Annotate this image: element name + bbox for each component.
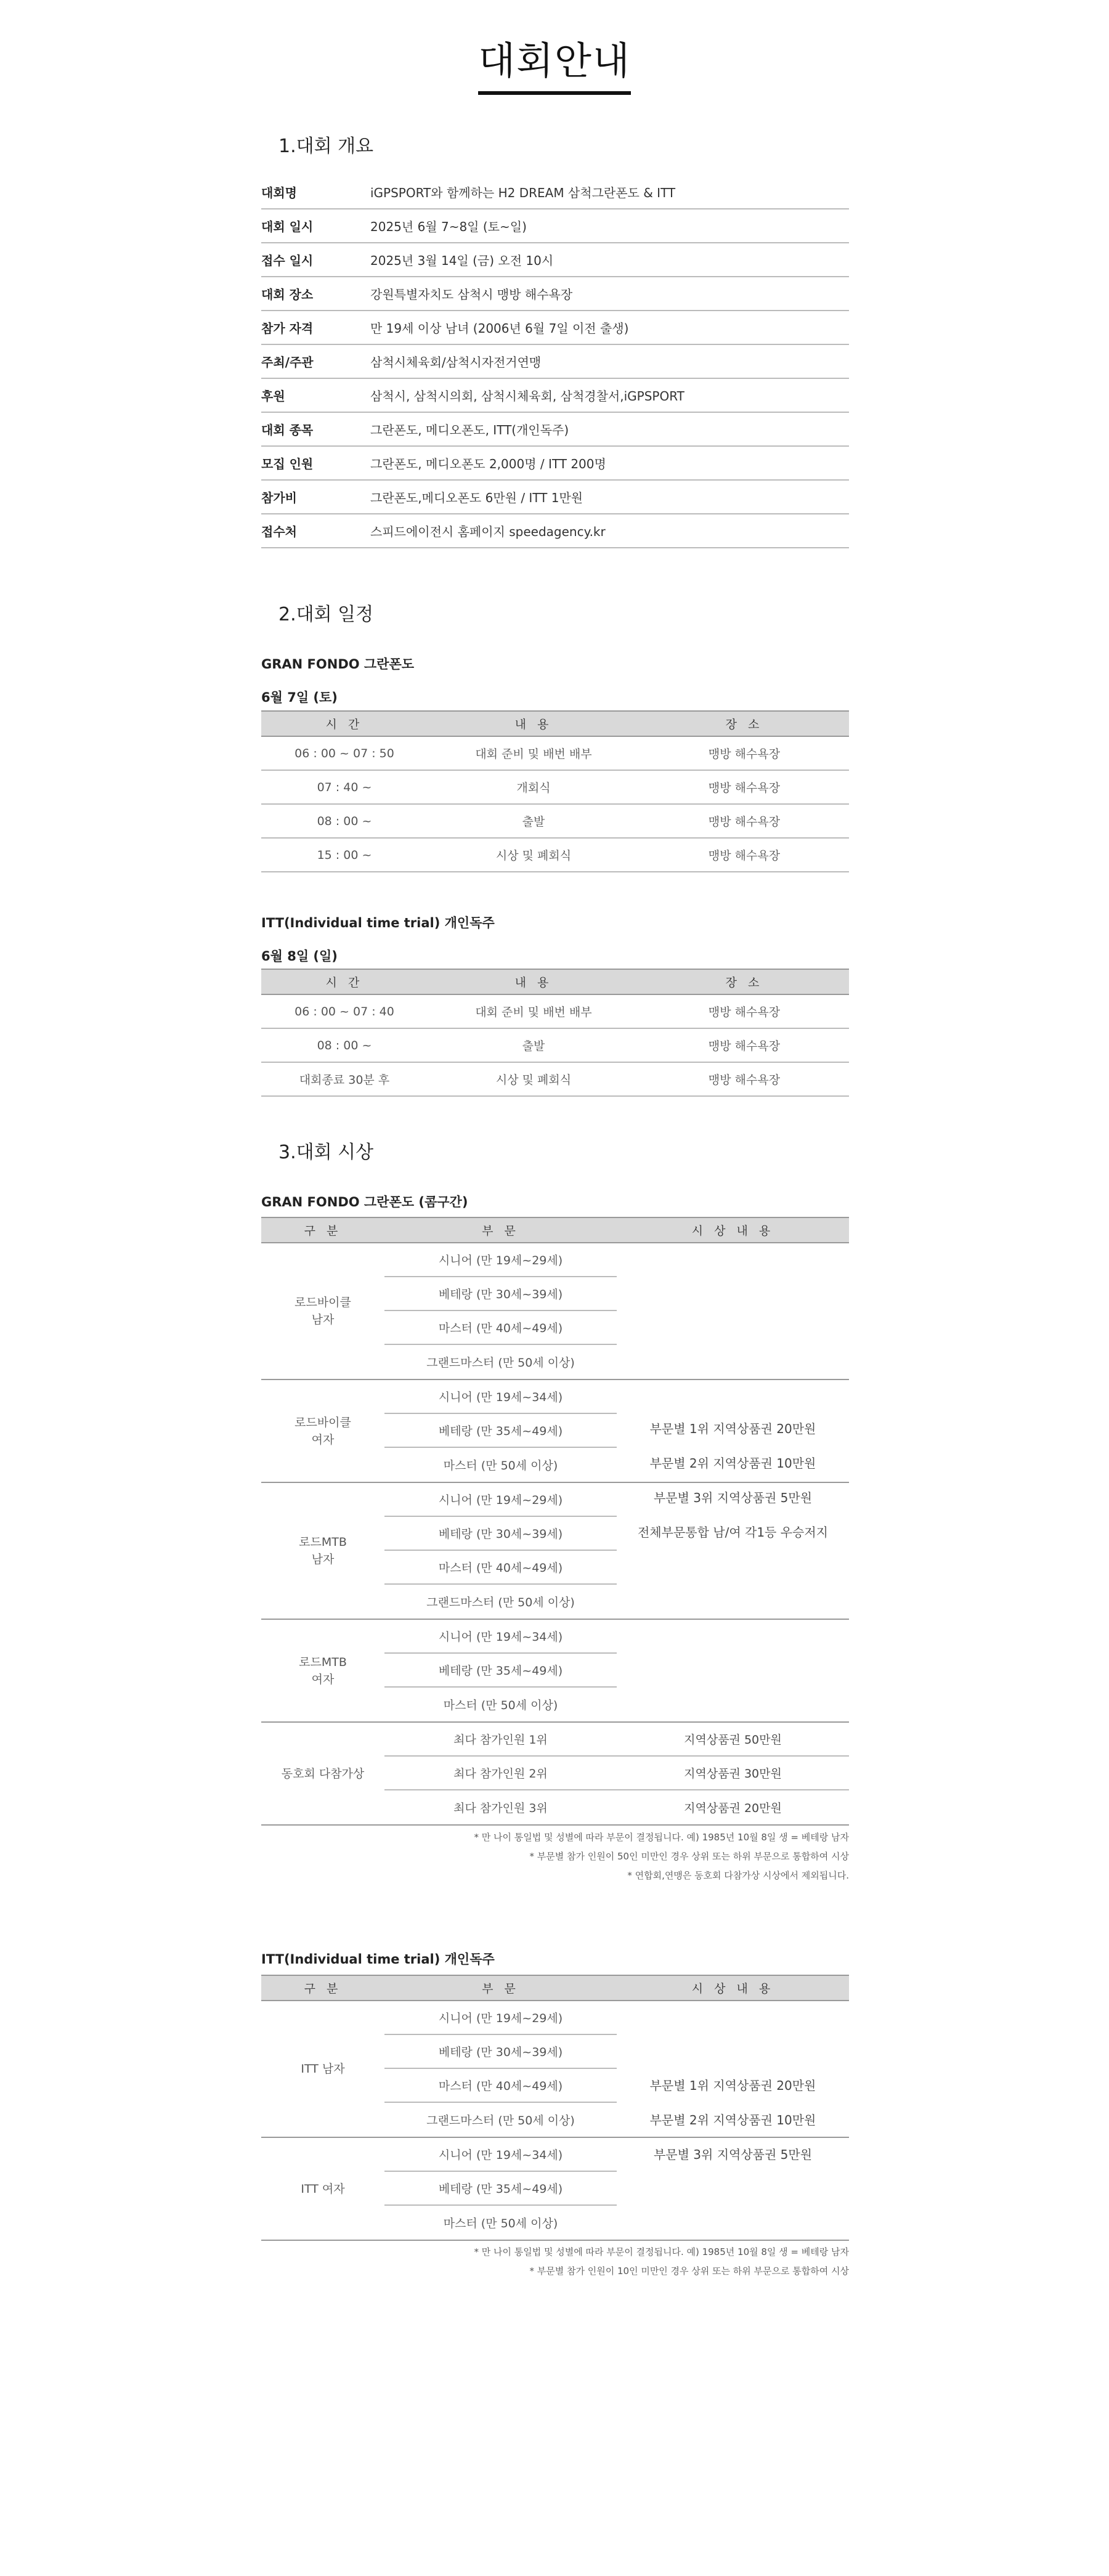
overview-row bbox=[261, 277, 849, 311]
itt-schedule-title: ITT(Individual time trial) 개인독주 bbox=[261, 916, 495, 930]
granfondo-schedule-title: GRAN FONDO 그란폰도 bbox=[261, 657, 415, 672]
page-title: 대회안내 bbox=[478, 36, 631, 95]
table-cell: 대회 준비 및 배번 배부 bbox=[475, 1006, 592, 1019]
table-cell: 맹방 해수욕장 bbox=[708, 849, 781, 863]
header-cell: 부 문 bbox=[482, 1982, 519, 1996]
overview-label: 후원 bbox=[261, 389, 285, 404]
table-row bbox=[261, 805, 849, 839]
overview-label: 접수 일시 bbox=[261, 253, 314, 268]
itt-schedule-table bbox=[261, 969, 849, 1097]
overview-label: 대회 장소 bbox=[261, 287, 314, 302]
club-row bbox=[384, 1723, 849, 1757]
table-row bbox=[261, 1029, 849, 1063]
division-row: 마스터 (만 50세 이상) bbox=[443, 2217, 558, 2230]
overview-row bbox=[261, 379, 849, 413]
awards-body bbox=[261, 1243, 849, 1826]
overview-row bbox=[261, 176, 849, 209]
overview-label: 대회명 bbox=[261, 185, 297, 200]
prize-list bbox=[617, 1243, 849, 1718]
table-cell: 맹방 해수욕장 bbox=[708, 747, 781, 761]
table-cell: 06 : 00 ~ 07 : 40 bbox=[295, 1004, 394, 1018]
itt-schedule-date: 6월 8일 (일) bbox=[261, 949, 338, 964]
overview-label: 참가 자격 bbox=[261, 321, 314, 336]
overview-value: 2025년 6월 7~8일 (토~일) bbox=[370, 219, 527, 234]
table-cell: 대회종료 30분 후 bbox=[299, 1073, 390, 1087]
table-row bbox=[261, 771, 849, 805]
division-row: 베테랑 (만 35세~49세) bbox=[384, 1654, 617, 1688]
table-cell: 06 : 00 ~ 07 : 50 bbox=[295, 746, 394, 760]
prize-item: 전체부문통합 남/여 각1등 우승저지 bbox=[637, 1525, 828, 1540]
division-row: 마스터 (만 40세~49세) bbox=[384, 2069, 617, 2103]
table-header bbox=[261, 1217, 849, 1243]
overview-row bbox=[261, 413, 849, 447]
overview-value: 2025년 3월 14일 (금) 오전 10시 bbox=[370, 253, 554, 268]
note-line: * 만 나이 통일법 및 성별에 따라 부문이 결정됩니다. 예) 1985년 10월 8일 생 = 베테랑 남자 bbox=[474, 2246, 849, 2257]
granfondo-awards-title: GRAN FONDO 그란폰도 (콤구간) bbox=[261, 1195, 468, 1209]
division-row: 시니어 (만 19세~34세) bbox=[384, 1380, 617, 1414]
prize-item: 부문별 2위 지역상품권 10만원 bbox=[649, 2112, 816, 2127]
prize-item: 부문별 3위 지역상품권 5만원 bbox=[653, 2147, 813, 2162]
division-row: 베테랑 (만 30세~39세) bbox=[384, 2035, 617, 2069]
club-prize: 지역상품권 30만원 bbox=[684, 1767, 782, 1781]
table-cell: 시상 및 폐회식 bbox=[495, 849, 572, 863]
division-row: 베테랑 (만 30세~39세) bbox=[384, 1517, 617, 1551]
club-division: 최다 참가인원 2위 bbox=[453, 1767, 548, 1781]
group-label: ITT 남자 bbox=[301, 2062, 345, 2076]
overview-value: 그란폰도,메디오폰도 6만원 / ITT 1만원 bbox=[370, 490, 583, 505]
overview-row bbox=[261, 311, 849, 345]
table-cell: 08 : 00 ~ bbox=[317, 814, 372, 828]
overview-label: 참가비 bbox=[261, 490, 297, 505]
page-title-wrap bbox=[0, 36, 1109, 95]
overview-label: 주최/주관 bbox=[261, 355, 314, 370]
schedule-section-title: 2.대회 일정 bbox=[278, 604, 374, 625]
table-cell: 개회식 bbox=[516, 781, 551, 795]
overview-value: 강원특별자치도 삼척시 맹방 해수욕장 bbox=[370, 287, 573, 302]
granfondo-schedule-table bbox=[261, 710, 849, 872]
table-header bbox=[261, 710, 849, 737]
club-row bbox=[384, 1757, 849, 1790]
division-row: 그랜드마스터 (만 50세 이상) bbox=[426, 1596, 575, 1609]
header-cell: 내 용 bbox=[514, 718, 553, 731]
table-row bbox=[261, 839, 849, 872]
division-row: 베테랑 (만 35세~49세) bbox=[384, 2172, 617, 2206]
division-row: 베테랑 (만 30세~39세) bbox=[384, 1277, 617, 1311]
overview-label: 모집 인원 bbox=[261, 457, 314, 471]
club-division: 최다 참가인원 1위 bbox=[453, 1733, 548, 1747]
overview-value: 스피드에이전시 홈페이지 speedagency.kr bbox=[370, 524, 606, 539]
overview-value: iGPSPORT와 함께하는 H2 DREAM 삼척그란폰도 & ITT bbox=[370, 185, 676, 200]
table-header bbox=[261, 969, 849, 995]
overview-value: 삼척시, 삼척시의회, 삼척시체육회, 삼척경찰서,iGPSPORT bbox=[370, 389, 684, 404]
awards-section-title: 3.대회 시상 bbox=[278, 1142, 374, 1163]
overview-value: 그란폰도, 메디오폰도, ITT(개인독주) bbox=[370, 423, 569, 437]
table-cell: 대회 준비 및 배번 배부 bbox=[475, 747, 592, 761]
division-row: 마스터 (만 40세~49세) bbox=[384, 1311, 617, 1345]
group-label: ITT 여자 bbox=[301, 2182, 345, 2196]
table-row bbox=[261, 995, 849, 1029]
prize-item: 부문별 3위 지역상품권 5만원 bbox=[653, 1490, 813, 1505]
granfondo-awards-table bbox=[261, 1217, 849, 1826]
group-label: 로드바이클 여자 bbox=[295, 1415, 351, 1447]
club-prize: 지역상품권 50만원 bbox=[684, 1733, 782, 1747]
header-cell: 부 문 bbox=[482, 1224, 519, 1238]
table-cell: 출발 bbox=[522, 1039, 545, 1053]
overview-row bbox=[261, 514, 849, 548]
overview-section-title: 1.대회 개요 bbox=[278, 136, 374, 157]
header-cell: 구 분 bbox=[304, 1224, 342, 1238]
header-cell: 시 상 내 용 bbox=[691, 1224, 774, 1238]
division-row: 마스터 (만 40세~49세) bbox=[384, 1551, 617, 1585]
division-row: 시니어 (만 19세~34세) bbox=[384, 2138, 617, 2172]
itt-award-notes bbox=[474, 2243, 850, 2281]
header-cell: 장 소 bbox=[725, 976, 763, 989]
group-label: 동호회 다참가상 bbox=[281, 1766, 365, 1781]
table-cell: 시상 및 폐회식 bbox=[495, 1073, 572, 1087]
division-row: 베테랑 (만 35세~49세) bbox=[384, 1414, 617, 1448]
club-row bbox=[384, 1790, 849, 1824]
division-row: 시니어 (만 19세~29세) bbox=[384, 2001, 617, 2035]
division-row: 그랜드마스터 (만 50세 이상) bbox=[426, 2114, 575, 2127]
overview-value: 만 19세 이상 남녀 (2006년 6월 7일 이전 출생) bbox=[370, 321, 629, 336]
table-cell: 맹방 해수욕장 bbox=[708, 1006, 781, 1019]
awards-body bbox=[261, 2001, 849, 2241]
club-division: 최다 참가인원 3위 bbox=[453, 1802, 548, 1815]
group-label: 로드MTB 남자 bbox=[299, 1535, 347, 1566]
prize-item: 부문별 1위 지역상품권 20만원 bbox=[649, 1421, 816, 1436]
note-line: * 연합회,연맹은 동호회 다참가상 시상에서 제외됩니다. bbox=[627, 1870, 849, 1881]
note-line: * 부문별 참가 인원이 10인 미만인 경우 상위 또는 하위 부문으로 통합하여 시상 bbox=[529, 2265, 849, 2277]
itt-awards-title: ITT(Individual time trial) 개인독주 bbox=[261, 1952, 495, 1967]
division-row: 시니어 (만 19세~34세) bbox=[384, 1620, 617, 1654]
header-cell: 장 소 bbox=[725, 718, 763, 731]
division-row: 시니어 (만 19세~29세) bbox=[384, 1243, 617, 1277]
overview-label: 대회 일시 bbox=[261, 219, 314, 234]
table-cell: 맹방 해수욕장 bbox=[708, 815, 781, 829]
group-label: 로드바이클 남자 bbox=[295, 1296, 351, 1327]
table-cell: 15 : 00 ~ bbox=[317, 848, 372, 862]
granfondo-award-notes bbox=[474, 1828, 850, 1885]
prize-item: 부문별 2위 지역상품권 10만원 bbox=[649, 1456, 816, 1471]
table-cell: 맹방 해수욕장 bbox=[708, 1073, 781, 1087]
club-award-group bbox=[261, 1723, 849, 1826]
header-cell: 시 상 내 용 bbox=[691, 1982, 774, 1996]
prize-item: 부문별 1위 지역상품권 20만원 bbox=[649, 2078, 816, 2093]
overview-row bbox=[261, 481, 849, 514]
overview-value: 그란폰도, 메디오폰도 2,000명 / ITT 200명 bbox=[370, 457, 606, 471]
overview-value: 삼척시체육회/삼척시자전거연맹 bbox=[370, 355, 542, 370]
division-row: 그랜드마스터 (만 50세 이상) bbox=[426, 1356, 575, 1370]
table-cell: 07 : 40 ~ bbox=[317, 780, 372, 794]
group-label: 로드MTB 여자 bbox=[299, 1655, 347, 1686]
overview-row bbox=[261, 447, 849, 481]
club-prize: 지역상품권 20만원 bbox=[684, 1802, 782, 1815]
overview-row bbox=[261, 345, 849, 379]
table-cell: 출발 bbox=[522, 815, 545, 829]
header-cell: 구 분 bbox=[304, 1982, 342, 1996]
header-cell: 내 용 bbox=[514, 976, 553, 989]
table-row bbox=[261, 1063, 849, 1097]
granfondo-schedule-date: 6월 7일 (토) bbox=[261, 690, 338, 705]
table-cell: 맹방 해수욕장 bbox=[708, 1039, 781, 1053]
division-row: 마스터 (만 50세 이상) bbox=[443, 1459, 558, 1473]
table-row bbox=[261, 737, 849, 771]
header-cell: 시 간 bbox=[325, 718, 364, 731]
division-row: 시니어 (만 19세~29세) bbox=[384, 1483, 617, 1517]
table-header bbox=[261, 1975, 849, 2001]
division-row: 마스터 (만 50세 이상) bbox=[443, 1699, 558, 1712]
note-line: * 부문별 참가 인원이 50인 미만인 경우 상위 또는 하위 부문으로 통합하여 시상 bbox=[529, 1851, 849, 1862]
overview-label: 접수처 bbox=[261, 524, 297, 539]
overview-row bbox=[261, 209, 849, 243]
overview-row bbox=[261, 243, 849, 277]
table-cell: 08 : 00 ~ bbox=[317, 1038, 372, 1052]
header-cell: 시 간 bbox=[325, 976, 364, 989]
overview-label: 대회 종목 bbox=[261, 423, 314, 437]
itt-awards-table bbox=[261, 1975, 849, 2241]
table-cell: 맹방 해수욕장 bbox=[708, 781, 781, 795]
prize-list bbox=[617, 2001, 849, 2238]
overview-table bbox=[261, 176, 849, 548]
note-line: * 만 나이 통일법 및 성별에 따라 부문이 결정됩니다. 예) 1985년 10월 8일 생 = 베테랑 남자 bbox=[474, 1832, 849, 1843]
